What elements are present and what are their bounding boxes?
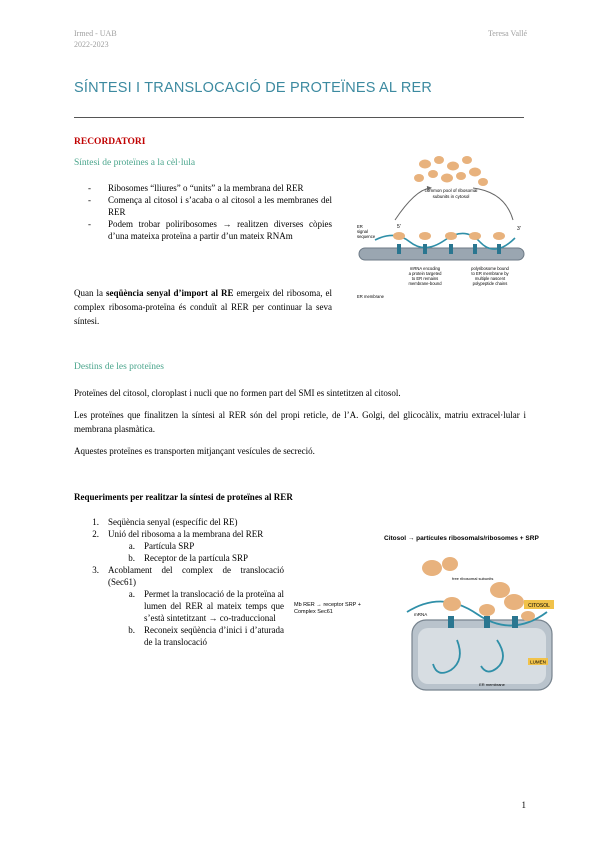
svg-text:sequence: sequence [357,234,376,239]
header-left [74,28,117,50]
label-3prime: 3' [517,226,521,232]
list-item: 2. Unió del ribosoma a la membrana del RER [92,529,264,539]
label-free: free ribosomal subunits [452,576,494,581]
label-citosol: CITOSOL [528,603,550,609]
label-polyribosome: polyribosome bound [471,266,509,271]
subtitle-desti: Destins de les proteïnes [74,362,164,372]
page-title: SÍNTESI I TRANSLOCACIÓ DE PROTEÏNES AL RER [74,80,433,96]
label-lumen: LUMEN [530,659,546,665]
paragraph-vesicules: Aquestes proteïnes es transporten mitjançant vesícules de secreció. [74,446,315,456]
list-item: - Podem trobar poliribosomes → realitzen diverses còpies d’una mateixa proteïna a partir d’un mateix RNAm [88,219,332,241]
label-pool-1: common pool of ribosomal [424,188,478,193]
list-item: - Comença al citosol i s’acaba o al citosol a les membranes del RER [88,195,332,217]
list-item: - Ribosomes “lliures” o “units” a la membrana del RER [88,183,304,193]
svg-text:membrane-bound: membrane-bound [408,281,442,286]
title-divider [74,117,524,118]
list-item: a. Partícula SRP [128,541,195,551]
paragraph-senyal: Quan la seqüència senyal d’import al RE emergeix del ribosoma, el complex ribosoma-proteïna és conduït al RER per continuar la seva síntesi. [74,288,332,326]
svg-text:signal: signal [357,229,368,234]
subtitle-sintesi: Síntesi de proteïnes a la cèl·lula [74,158,196,168]
svg-text:polypeptide chains: polypeptide chains [472,281,508,286]
label-5prime: 5' [397,224,401,230]
label-er-membrane: ER membrane [357,294,384,299]
caption-top: Citosol → partícules ribosomals/ribosomes + SRP [384,535,539,542]
label-pool-2: subunits in cytosol [432,194,470,199]
svg-text:to ER remains: to ER remains [411,276,439,281]
label-mrna-2: mRNA [414,612,428,617]
svg-text:multiple nascent: multiple nascent [474,276,506,281]
list-item: b. Reconeix seqüència d’inici i d’aturada de la translocació [128,625,284,647]
requirements-list [74,516,284,648]
caption-left: Mb RER → receptor SRP + [294,602,361,608]
label-mrna: mRNA encoding [409,266,441,271]
bullet-list [74,182,332,242]
requeriments-title: Requeriments per realitzar la síntesi de proteïnes al RER [74,492,293,502]
list-item: b. Receptor de la partícula SRP [128,553,248,563]
label-er-signal: ER [357,224,363,229]
header-year: 2022-2023 [74,40,109,49]
list-item: 3. Acoblament del complex de translocació (Sec61) [92,565,284,587]
label-er-membrane-2: ER membrane [479,682,505,687]
svg-text:to ER membrane by: to ER membrane by [471,271,509,276]
svg-text:Complex Sec61: Complex Sec61 [294,609,333,615]
paragraph-citosol: Proteïnes del citosol, cloroplast i nucli que no formen part del SMI es sintetitzen al citosol. [74,388,401,398]
figure-srp-sec61 [292,530,562,695]
ribosome-pool [414,156,488,186]
list-item: a. Permet la translocació de la proteïna al lumen del RER al mateix temps que s’està sintetitzant → co-traduccional [128,589,284,623]
paragraph-finalitzen: Les proteïnes que finalitzen la síntesi al RER són del propi reticle, de l’A. Golgi, del glicocàlix, matriu extracel·lular i membrana plasmàtica. [74,410,526,434]
page-number: 1 [521,800,526,810]
header-org: Irmed - UAB [74,29,117,38]
svg-text:a protein targeted: a protein targeted [408,271,442,276]
figure-polyribosome [355,150,530,310]
ribosomes-fig2 [422,557,535,621]
header-author: Teresa Vallé [487,29,527,38]
list-item: 1. Seqüència senyal (específic del RE) [92,517,238,527]
section-recordatori: RECORDATORI [74,137,146,147]
